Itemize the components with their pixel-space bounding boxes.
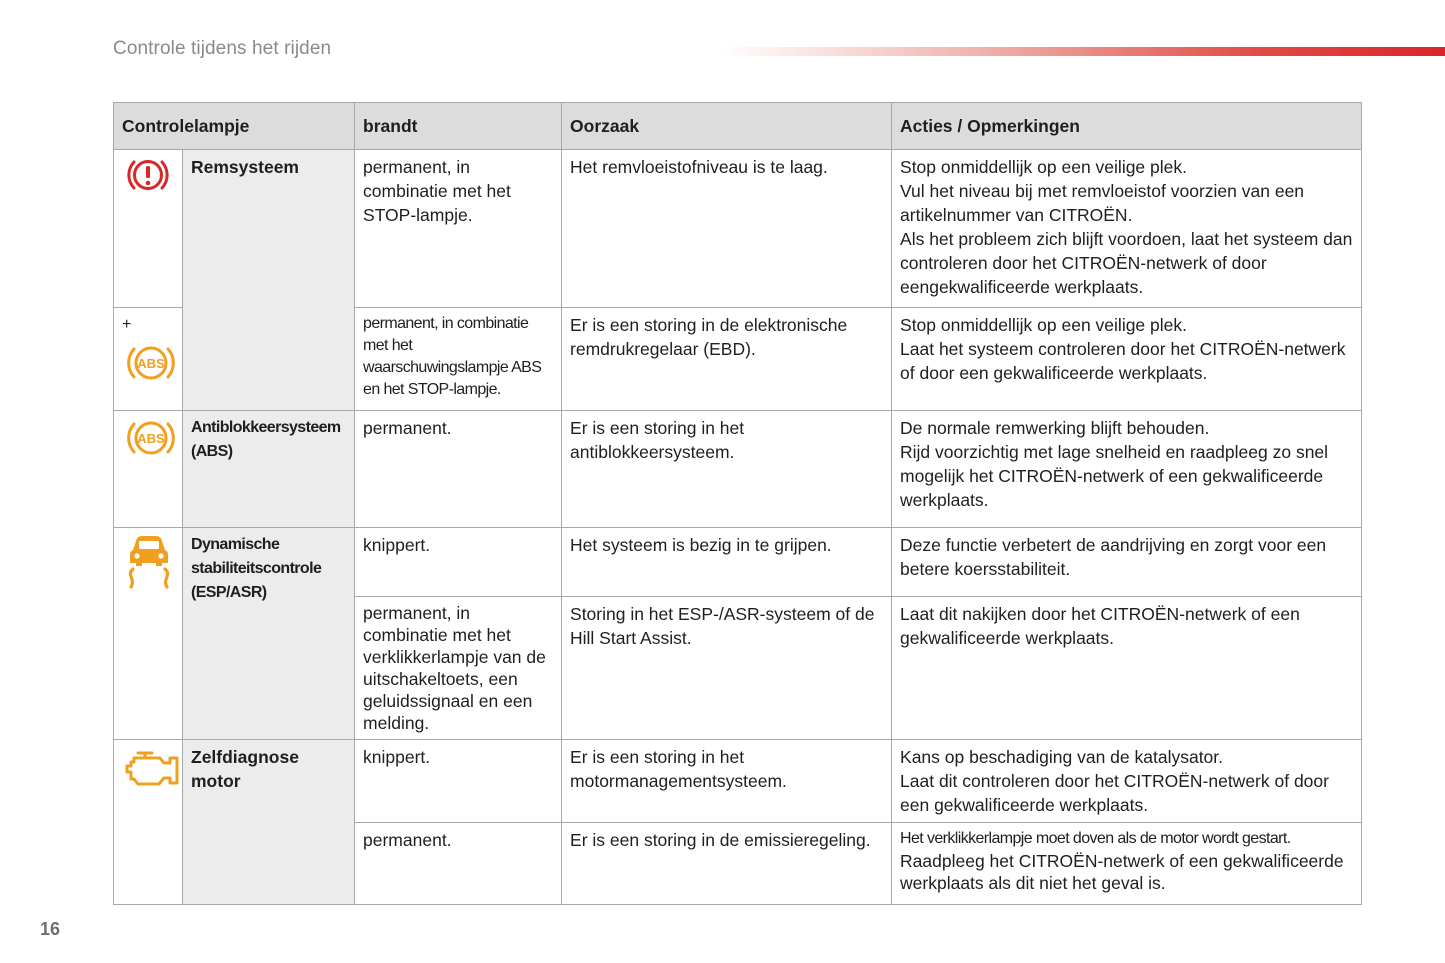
brake-warning-icon	[122, 155, 174, 195]
action-cell: Kans op beschadiging van de katalysator. Laat dit controleren door het CITROËN-netwerk of door een gekwalificeerde werkplaats.	[892, 740, 1362, 823]
cause-cell: Er is een storing in de elektronische remdrukregelaar (EBD).	[562, 308, 892, 411]
header-accent-bar	[720, 47, 1445, 56]
cause-cell: Het remvloeistofniveau is te laag.	[562, 150, 892, 308]
engine-icon	[122, 745, 174, 789]
table-header-row	[114, 103, 1362, 150]
action-cell: De normale remwerking blijft behouden. Rijd voorzichtig met lage snelheid en raadpleeg zo snel mogelijk het CITROËN-netwerk of een gekwalificeerde werkplaats.	[892, 411, 1362, 528]
lamp-icon-cell	[114, 528, 183, 740]
state-cell: permanent, in combinatie met het waarschuwingslampje ABS en het STOP-lampje.	[355, 308, 562, 411]
column-header-cause: Oorzaak	[562, 103, 892, 150]
lamp-icon-cell	[114, 308, 183, 411]
column-header-state: brandt	[355, 103, 562, 150]
column-header-actions: Acties / Opmerkingen	[892, 103, 1362, 150]
action-text: Raadpleeg het CITROËN-netwerk of een gekwalificeerde werkplaats als dit niet het geval is.	[900, 851, 1344, 893]
table-row	[114, 150, 1362, 308]
skid-car-icon	[122, 533, 174, 591]
column-header-lamp: Controlelampje	[114, 103, 355, 150]
cause-cell: Er is een storing in het motormanagementsysteem.	[562, 740, 892, 823]
table-row	[114, 740, 1362, 823]
svg-text:ABS: ABS	[137, 431, 165, 446]
action-cell: Laat dit nakijken door het CITROËN-netwerk of een gekwalificeerde werkplaats.	[892, 597, 1362, 740]
action-cell	[892, 823, 1362, 905]
lamp-icon-cell	[114, 740, 183, 905]
cause-cell: Er is een storing in het antiblokkeersysteem.	[562, 411, 892, 528]
table-row	[114, 528, 1362, 597]
warning-lamps-table	[113, 102, 1362, 905]
lamp-name-abs: Antiblokkeersysteem (ABS)	[183, 411, 355, 528]
state-cell: permanent.	[355, 823, 562, 905]
page-header-title: Controle tijdens het rijden	[113, 38, 332, 59]
svg-text:ABS: ABS	[137, 356, 165, 371]
action-cell: Deze functie verbetert de aandrijving en zorgt voor een betere koersstabiliteit.	[892, 528, 1362, 597]
cause-cell: Het systeem is bezig in te grijpen.	[562, 528, 892, 597]
table-row	[114, 411, 1362, 528]
state-cell: permanent.	[355, 411, 562, 528]
plus-sign: +	[122, 316, 132, 333]
abs-icon	[122, 341, 174, 385]
state-cell: permanent, in combinatie met het STOP-lampje.	[355, 150, 562, 308]
state-cell: permanent, in combinatie met het verklikkerlampje van de uitschakeltoets, een geluidssignaal en een melding.	[355, 597, 562, 740]
cause-cell: Er is een storing in de emissieregeling.	[562, 823, 892, 905]
action-cell: Stop onmiddellijk op een veilige plek. Laat het systeem controleren door het CITROËN-netwerk of door een gekwalificeerde werkplaats.	[892, 308, 1362, 411]
action-cell: Stop onmiddellijk op een veilige plek. Vul het niveau bij met remvloeistof voorzien van een artikelnummer van CITROËN. Als het probleem zich blijft voordoen, laat het systeem dan controleren door het CITROËN-netwerk of door eengekwalificeerde werkplaats.	[892, 150, 1362, 308]
page-number: 16	[40, 919, 61, 939]
action-line: Het verklikkerlampje moet doven als de motor wordt gestart.	[900, 830, 1291, 847]
cause-cell: Storing in het ESP-/ASR-systeem of de Hill Start Assist.	[562, 597, 892, 740]
state-cell: knippert.	[355, 740, 562, 823]
lamp-name-engine-diagnostic: Zelfdiagnose motor	[183, 740, 355, 905]
state-cell: knippert.	[355, 528, 562, 597]
lamp-name-esp: Dynamische stabiliteitscontrole (ESP/ASR)	[183, 528, 355, 740]
lamp-icon-cell	[114, 411, 183, 528]
lamp-icon-cell	[114, 150, 183, 308]
abs-icon	[122, 416, 174, 460]
lamp-name-brake-system: Remsysteem	[183, 150, 355, 411]
